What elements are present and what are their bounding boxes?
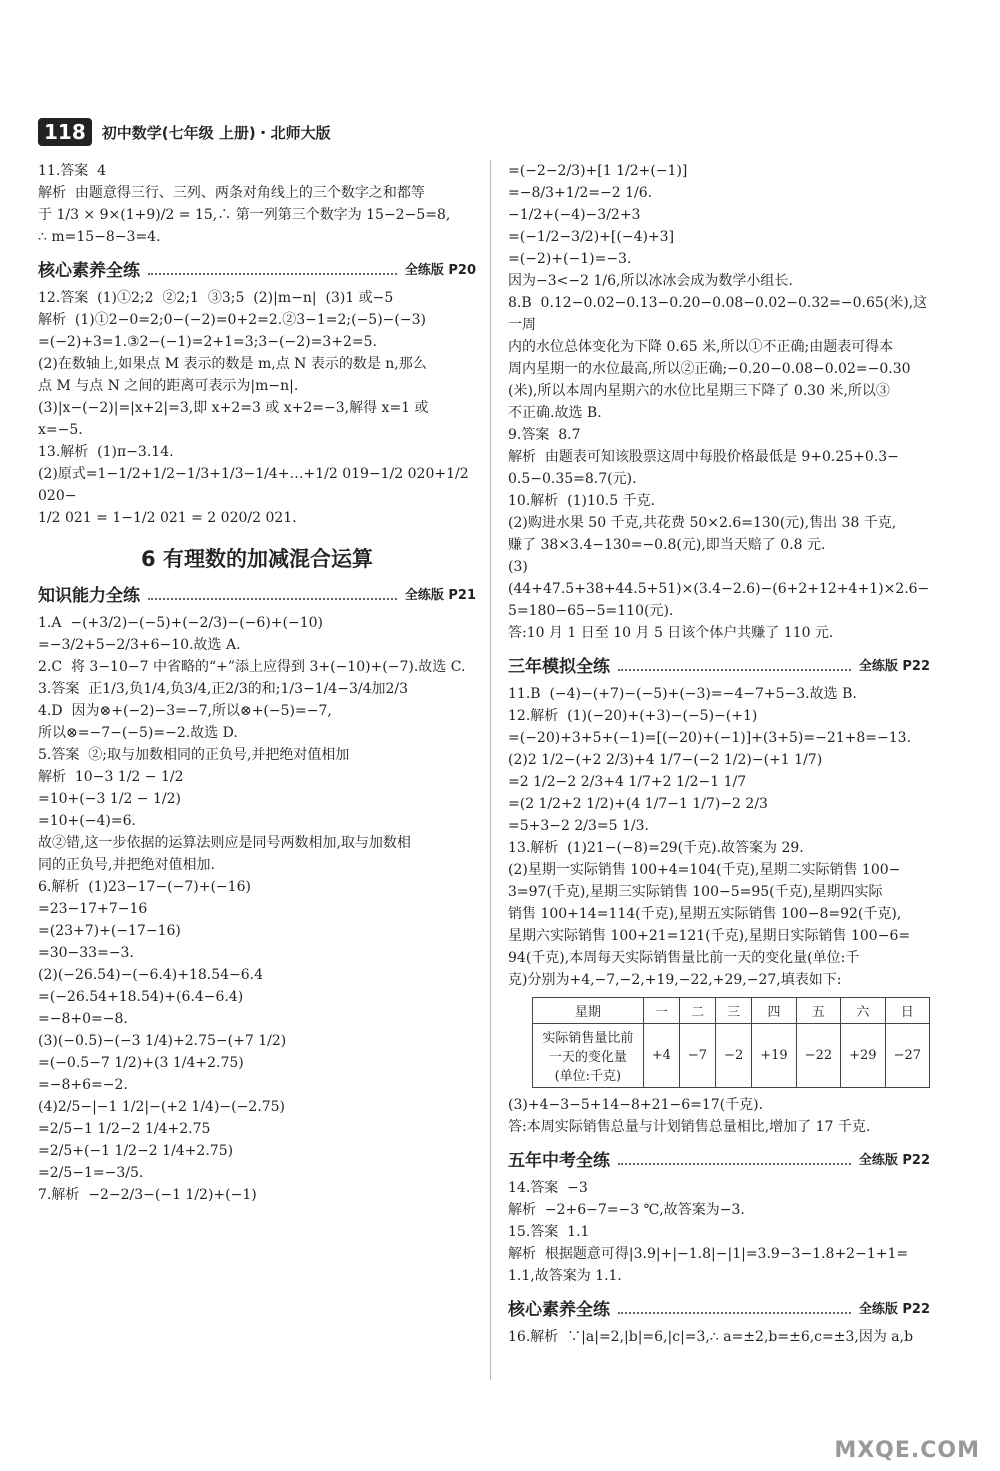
text-line: 内的水位总体变化为下降 0.65 米,所以①不正确;由题表可得本 bbox=[508, 339, 894, 355]
text-line: 0.5−0.35=8.7(元). bbox=[508, 471, 637, 487]
text-line: =(2 1/2+2 1/2)+(4 1/7−1 1/7)−2 2/3 bbox=[508, 796, 768, 812]
table-cell: −27 bbox=[885, 1024, 929, 1088]
text-line: 6.解析 (1)23−17−(−7)+(−16) bbox=[38, 879, 251, 895]
text-line: (4)2/5−|−1 1/2|−(+2 1/4)−(−2.75) bbox=[38, 1099, 285, 1115]
text-line: 15.答案 1.1 bbox=[508, 1224, 590, 1240]
text-line: 点 M 与点 N 之间的距离可表示为|m−n|. bbox=[38, 378, 299, 394]
table-header-cell: 日 bbox=[885, 998, 929, 1024]
section-dots bbox=[148, 588, 397, 600]
text-line: 5.答案 ②;取与加数相同的正负号,并把绝对值相加 bbox=[38, 747, 350, 763]
text-line: (2)星期一实际销售 100+4=104(千克),星期二实际销售 100− bbox=[508, 862, 901, 878]
text-line: 销售 100+14=114(千克),星期五实际销售 100−8=92(千克), bbox=[508, 906, 902, 922]
text-line: 8.B 0.12−0.02−0.13−0.20−0.08−0.02−0.32=−0.65(米),这一周 bbox=[508, 295, 928, 333]
text-line: 94(千克),本周每天实际销售量比前一天的变化量(单位:千 bbox=[508, 950, 860, 966]
text-line: 12.解析 (1)(−20)+(+3)−(−5)−(+1) bbox=[508, 708, 758, 724]
text-line: −1/2+(−4)−3/2+3 bbox=[508, 207, 641, 223]
text-line: =−8+6=−2. bbox=[38, 1077, 128, 1093]
text-line: 同的正负号,并把绝对值相加. bbox=[38, 857, 215, 873]
table-header-cell: 六 bbox=[841, 998, 885, 1024]
table-cell: +4 bbox=[643, 1024, 679, 1088]
text-line: 5=180−65−5=110(元). bbox=[508, 603, 674, 619]
text-line: =2/5+(−1 1/2−2 1/4+2.75) bbox=[38, 1143, 234, 1159]
q1-7-block bbox=[38, 612, 476, 1206]
text-line: 克)分别为+4,−7,−2,+19,−22,+29,−27,填表如下: bbox=[508, 972, 842, 988]
text-line: 11.答案 4 bbox=[38, 163, 107, 179]
section-header bbox=[508, 1146, 930, 1171]
section-title: 核心素养全练 bbox=[508, 1300, 610, 1320]
q13-cont-block bbox=[508, 1094, 930, 1138]
section-header bbox=[38, 581, 476, 606]
table-cell: +29 bbox=[841, 1024, 885, 1088]
text-line: 16.解析 ∵|a|=2,|b|=6,|c|=3,∴ a=±2,b=±6,c=±3,因为 a,b bbox=[508, 1329, 914, 1345]
section-title: 核心素养全练 bbox=[38, 261, 140, 281]
text-line: 10.解析 (1)10.5 千克. bbox=[508, 493, 656, 509]
text-line: 解析 −2+6−7=−3 ℃,故答案为−3. bbox=[508, 1202, 745, 1218]
table-cell: +19 bbox=[752, 1024, 796, 1088]
text-line: 不正确.故选 B. bbox=[508, 405, 602, 421]
text-line: =(−0.5−7 1/2)+(3 1/4+2.75) bbox=[38, 1055, 244, 1071]
text-line: 13.解析 (1)21−(−8)=29(千克).故答案为 29. bbox=[508, 840, 804, 856]
q16-block bbox=[508, 1326, 930, 1348]
table-header-cell: 四 bbox=[752, 998, 796, 1024]
text-line: =23−17+7−16 bbox=[38, 901, 148, 917]
table-row-label: 实际销售量比前一天的变化量(单位:千克) bbox=[533, 1024, 644, 1088]
section-title: 知识能力全练 bbox=[38, 586, 140, 606]
book-title: 初中数学(七年级 上册)・北师大版 bbox=[101, 123, 331, 142]
q14-15-block bbox=[508, 1177, 930, 1287]
q7-cont-block bbox=[508, 160, 930, 292]
column-divider bbox=[490, 160, 491, 1380]
text-line: =−8/3+1/2=−2 1/6. bbox=[508, 185, 653, 201]
text-line: =(−2−2/3)+[1 1/2+(−1)] bbox=[508, 163, 688, 179]
section-ref: 全练版 P22 bbox=[858, 659, 930, 674]
text-line: (2)(−26.54)−(−6.4)+18.54−6.4 bbox=[38, 967, 264, 983]
text-line: 11.B (−4)−(+7)−(−5)+(−3)=−4−7+5−3.故选 B. bbox=[508, 686, 857, 702]
text-line: =2 1/2−2 2/3+4 1/7+2 1/2−1 1/7 bbox=[508, 774, 747, 790]
text-line: =(−1/2−3/2)+[(−4)+3] bbox=[508, 229, 675, 245]
table-header-cell: 星期 bbox=[533, 998, 644, 1024]
text-line: 3.答案 正1/3,负1/4,负3/4,正2/3的和;1/3−1/4−3/4加2/3 bbox=[38, 681, 409, 697]
page-header bbox=[38, 118, 331, 146]
text-line: (3)|x−(−2)|=|x+2|=3,即 x+2=3 或 x+2=−3,解得 x=1 或 x=−5. bbox=[38, 400, 433, 438]
text-line: =(23+7)+(−17−16) bbox=[38, 923, 181, 939]
text-line: 1.A −(+3/2)−(−5)+(−2/3)−(−6)+(−10) bbox=[38, 615, 323, 631]
text-line: 解析 10−3 1/2 − 1/2 bbox=[38, 769, 184, 785]
right-column bbox=[508, 160, 930, 1348]
section-dots bbox=[618, 659, 851, 671]
table-header-cell: 三 bbox=[716, 998, 752, 1024]
section-dots bbox=[618, 1302, 851, 1314]
text-line: (2)原式=1−1/2+1/2−1/3+1/3−1/4+…+1/2 019−1/2 020+1/2 020− bbox=[38, 466, 474, 504]
section-header bbox=[38, 256, 476, 281]
text-line: 12.答案 (1)①2;2 ②2;1 ③3;5 (2)|m−n| (3)1 或−5 bbox=[38, 290, 394, 306]
text-line: 故②错,这一步依据的运算法则应是同号两数相加,取与加数相 bbox=[38, 835, 411, 851]
chapter-title: 6 有理数的加减混合运算 bbox=[141, 547, 373, 571]
text-line: 解析 根据题意可得|3.9|+|−1.8|−|1|=3.9−3−1.8+2−1+1= bbox=[508, 1246, 909, 1262]
table-cell: −7 bbox=[679, 1024, 715, 1088]
watermark-logo: MXQE.COM bbox=[834, 1438, 980, 1463]
section-title: 五年中考全练 bbox=[508, 1151, 610, 1171]
text-line: 解析 由题表可知该股票这周中每股价格最低是 9+0.25+0.3− bbox=[508, 449, 899, 465]
text-line: 14.答案 −3 bbox=[508, 1180, 588, 1196]
text-line: (3)(44+47.5+38+44.5+51)×(3.4−2.6)−(6+2+12+4+1)×2.6− bbox=[508, 559, 930, 597]
text-line: 于 1/3 × 9×(1+9)/2 = 15,∴ 第一列第三个数字为 15−2−5=8, bbox=[38, 207, 451, 223]
text-line: =10+(−4)=6. bbox=[38, 813, 136, 829]
text-line: (2)2 1/2−(+2 2/3)+4 1/7−(−2 1/2)−(+1 1/7) bbox=[508, 752, 823, 768]
text-line: =5+3−2 2/3=5 1/3. bbox=[508, 818, 649, 834]
text-line: =−8+0=−8. bbox=[38, 1011, 128, 1027]
text-line: 4.D 因为⊗+(−2)−3=−7,所以⊗+(−5)=−7, bbox=[38, 703, 332, 719]
text-line: =(−2)+(−1)=−3. bbox=[508, 251, 632, 267]
table-header-cell: 二 bbox=[679, 998, 715, 1024]
text-line: 星期六实际销售 100+21=121(千克),星期日实际销售 100−6= bbox=[508, 928, 911, 944]
table-header-row bbox=[533, 998, 930, 1024]
text-line: 1/2 021 = 1−1/2 021 = 2 020/2 021. bbox=[38, 510, 297, 526]
table-header-cell: 五 bbox=[796, 998, 840, 1024]
left-column bbox=[38, 160, 476, 1206]
text-line: 9.答案 8.7 bbox=[508, 427, 581, 443]
table-cell: −22 bbox=[796, 1024, 840, 1088]
text-line: (3)+4−3−5+14−8+21−6=17(千克). bbox=[508, 1097, 764, 1113]
table-row bbox=[533, 1024, 930, 1088]
text-line: 解析 由题意得三行、三列、两条对角线上的三个数字之和都等 bbox=[38, 185, 425, 201]
sales-change-table bbox=[532, 997, 930, 1088]
text-line: (3)(−0.5)−(−3 1/4)+2.75−(+7 1/2) bbox=[38, 1033, 287, 1049]
text-line: =(−26.54+18.54)+(6.4−6.4) bbox=[38, 989, 244, 1005]
text-line: 7.解析 −2−2/3−(−1 1/2)+(−1) bbox=[38, 1187, 257, 1203]
section-header bbox=[508, 652, 930, 677]
q8-10-block bbox=[508, 292, 930, 644]
text-line: =2/5−1=−3/5. bbox=[38, 1165, 144, 1181]
text-line: =30−33=−3. bbox=[38, 945, 134, 961]
text-line: 所以⊗=−7−(−5)=−2.故选 D. bbox=[38, 725, 238, 741]
text-line: 赚了 38×3.4−130=−0.8(元),即当天赔了 0.8 元. bbox=[508, 537, 826, 553]
text-line: 13.解析 (1)π−3.14. bbox=[38, 444, 174, 460]
text-line: =(−20)+3+5+(−1)=[(−20)+(−1)]+(3+5)=−21+8=−13. bbox=[508, 730, 912, 746]
section-ref: 全练版 P22 bbox=[858, 1153, 930, 1168]
text-line: 2.C 将 3−10−7 中省略的“+”添上应得到 3+(−10)+(−7).故选 C. bbox=[38, 659, 466, 675]
section-ref: 全练版 P21 bbox=[404, 588, 476, 603]
text-line: =(−2)+3=1.③2−(−1)=2+1=3;3−(−2)=3+2=5. bbox=[38, 334, 377, 350]
table-header-cell: 一 bbox=[643, 998, 679, 1024]
text-line: 1.1,故答案为 1.1. bbox=[508, 1268, 622, 1284]
table-cell: −2 bbox=[716, 1024, 752, 1088]
section-header bbox=[508, 1295, 930, 1320]
text-line: 答:本周实际销售总量与计划销售总量相比,增加了 17 千克. bbox=[508, 1119, 871, 1135]
q11-13-block bbox=[508, 683, 930, 991]
text-line: 周内星期一的水位最高,所以②正确;−0.20−0.08−0.02=−0.30 bbox=[508, 361, 911, 377]
q11-block bbox=[38, 160, 476, 248]
text-line: =−3/2+5−2/3+6−10.故选 A. bbox=[38, 637, 241, 653]
text-line: (米),所以本周内星期六的水位比星期三下降了 0.30 米,所以③ bbox=[508, 383, 890, 399]
section-dots bbox=[618, 1153, 851, 1165]
section-ref: 全练版 P22 bbox=[858, 1302, 930, 1317]
text-line: ∴ m=15−8−3=4. bbox=[38, 229, 161, 245]
text-line: 答:10 月 1 日至 10 月 5 日该个体户共赚了 110 元. bbox=[508, 625, 834, 641]
q12-13-block bbox=[38, 287, 476, 529]
section-dots bbox=[148, 263, 397, 275]
text-line: 因为−3<−2 1/6,所以冰冰会成为数学小组长. bbox=[508, 273, 793, 289]
section-title: 三年模拟全练 bbox=[508, 657, 610, 677]
text-line: (2)购进水果 50 千克,共花费 50×2.6=130(元),售出 38 千克, bbox=[508, 515, 897, 531]
text-line: (2)在数轴上,如果点 M 表示的数是 m,点 N 表示的数是 n,那么 bbox=[38, 356, 427, 372]
page-number: 118 bbox=[38, 118, 92, 146]
text-line: 解析 (1)①2−0=2;0−(−2)=0+2=2.②3−1=2;(−5)−(−3) bbox=[38, 312, 426, 328]
text-line: =2/5−1 1/2−2 1/4+2.75 bbox=[38, 1121, 211, 1137]
section-ref: 全练版 P20 bbox=[404, 263, 476, 278]
text-line: =10+(−3 1/2 − 1/2) bbox=[38, 791, 181, 807]
text-line: 3=97(千克),星期三实际销售 100−5=95(千克),星期四实际 bbox=[508, 884, 883, 900]
